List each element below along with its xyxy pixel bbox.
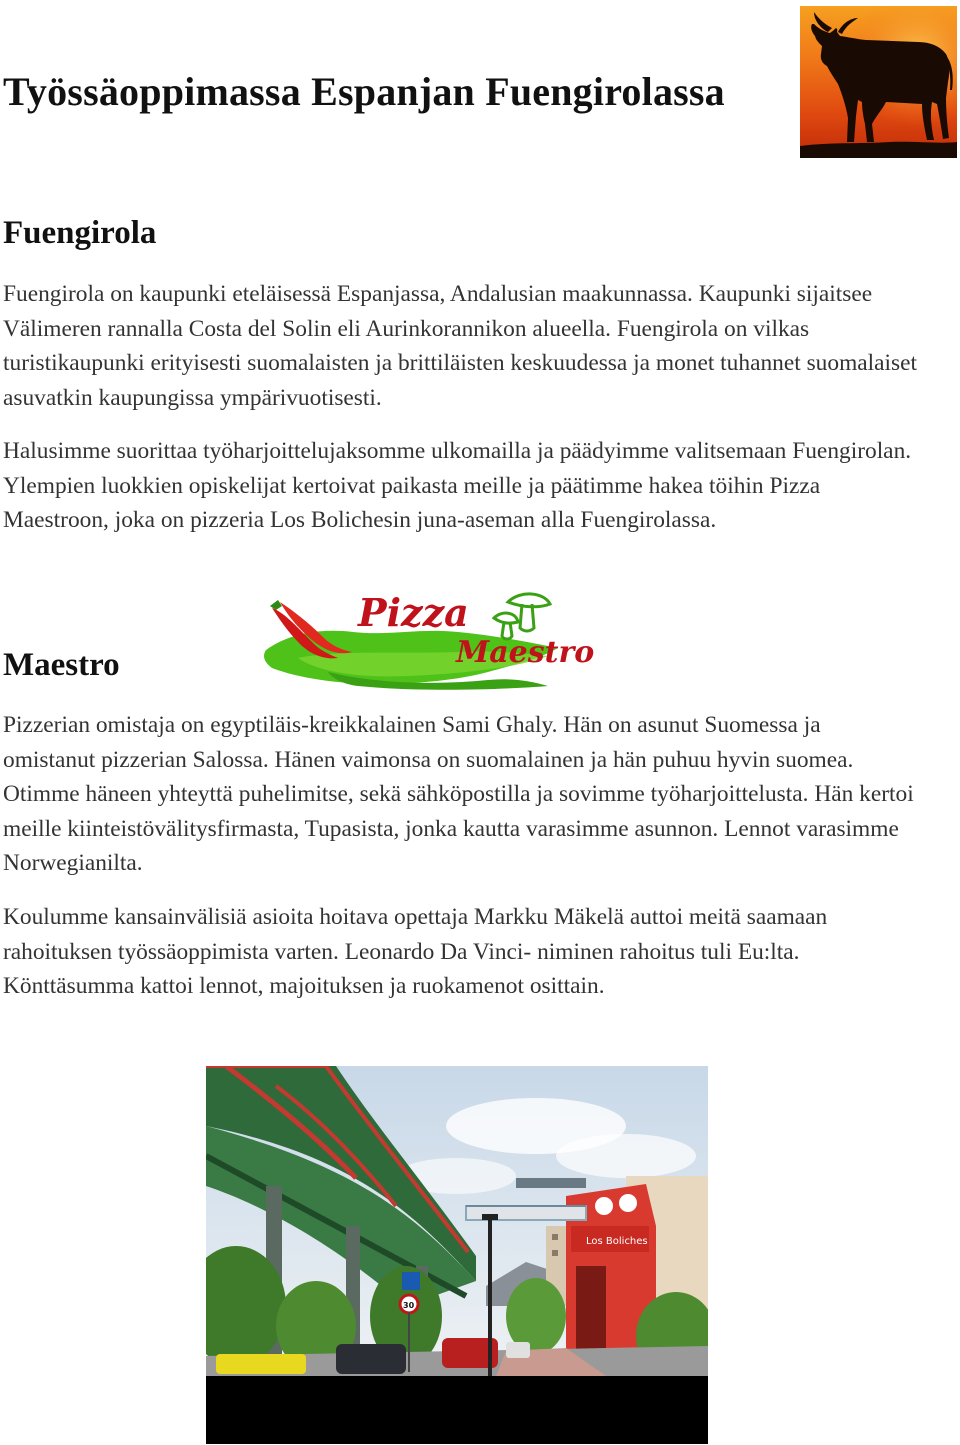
paragraph-3: Pizzerian omistaja on egyptiläis-kreikkalainen Sami Ghaly. Hän on asunut Suomessa ja omistanut pizzerian Salossa. Hänen vaimonsa on suomalainen ja hän puhuu hyvin suomea. Otimme häneen yhteyttä puhelimitse, sekä sähköpostilla ja sovimme työharjoittelusta. Hän kertoi meille kiinteistövälitysfirmasta, Tupasista, jonka kautta varasimme asunnon. Lennot varasimme Norwegianilta. (3, 712, 914, 877)
logo-text-maestro: Maestro (456, 635, 595, 670)
bull-silhouette-image (800, 6, 957, 158)
page-title: Työssäoppimassa Espanjan Fuengirolassa (3, 69, 725, 114)
logo-text-pizza: Pizza (358, 590, 469, 635)
section-heading-fuengirola: Fuengirola (3, 215, 157, 251)
section-heading-maestro: Maestro (3, 647, 120, 683)
paragraph-4: Koulumme kansainvälisiä asioita hoitava opettaja Markku Mäkelä auttoi meitä saamaan rahoituksen työssäoppimista varten. Leonardo Da Vinci- niminen rahoitus tuli Eu:lta. Könttäsumma kattoi lennot, majoituksen ja ruokamenot osittain. (3, 904, 828, 1000)
paragraph-1: Fuengirola on kaupunki eteläisessä Espanjassa, Andalusian maakunnassa. Kaupunki sijaitsee Välimeren rannalla Costa del Solin eli Aurinkorannikon alueella. Fuengirola on vilkas turistikaupunki erityisesti suomalaisten ja brittiläisten keskuudessa ja monet tuhannet suomalaiset asuvatkin kaupungissa ympärivuotisesti. (3, 281, 918, 411)
pizza-maestro-logo (258, 588, 603, 692)
station-sign-text: Los Boliches (586, 1236, 648, 1247)
paragraph-2: Halusimme suorittaa työharjoittelujaksomme ulkomailla ja päädyimme valitsemaan Fuengirolan. Ylempien luokkien opiskelijat kertoivat paikasta meille ja päätimme hakea töihin Pizza Maestroon, joka on pizzeria Los Bolichesin juna-aseman alla Fuengirolassa. (3, 438, 912, 534)
speed-sign-text: 30 (403, 1301, 415, 1310)
los-boliches-station-photo (206, 1066, 708, 1444)
